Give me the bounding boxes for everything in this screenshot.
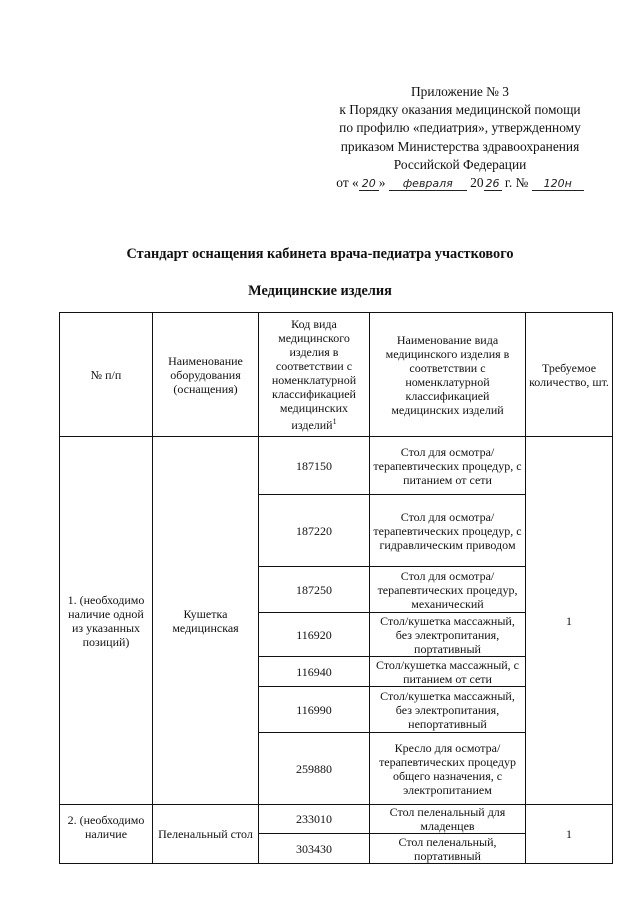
item-type: Стол пеленальный для младенцев — [370, 805, 526, 834]
appendix-line: Российской Федерации — [393, 156, 527, 172]
header-qty: Требуемое количество, шт. — [526, 313, 613, 437]
header-num: № п/п — [60, 313, 153, 437]
item-code: 233010 — [259, 805, 370, 834]
item-type: Стол/кушетка массажный, с питанием от сети — [370, 657, 526, 687]
footnote-mark: 1 — [332, 417, 337, 426]
appendix-block — [300, 83, 620, 192]
group-num: 1. (необходимо наличие одной из указанных позиций) — [60, 437, 153, 805]
date-prefix: от « — [336, 175, 359, 191]
item-type: Стол для осмотра/терапевтических процедур, с гидравлическим приводом — [370, 495, 526, 567]
table-header-row — [60, 313, 613, 437]
equipment-table — [59, 312, 613, 864]
item-code: 187250 — [259, 567, 370, 613]
item-code: 187150 — [259, 437, 370, 495]
item-code: 259880 — [259, 733, 370, 805]
handwritten-day: 20 — [359, 178, 379, 191]
header-type: Наименование вида медицинского изделия в соответствии с номенклатурной классификацией медицинских изделий — [370, 313, 526, 437]
header-code — [259, 313, 370, 437]
date-suffix: г. № — [501, 175, 532, 191]
handwritten-month: февраля — [389, 178, 467, 191]
item-type: Стол/кушетка массажный, без электропитания, портативный — [370, 613, 526, 657]
item-type: Стол для осмотра/терапевтических процедур, с питанием от сети — [370, 437, 526, 495]
handwritten-year: 26 — [485, 177, 500, 191]
appendix-line: приказом Министерства здравоохранения — [340, 138, 580, 154]
appendix-title: Приложение № 3 — [410, 84, 510, 99]
group-name: Пеленальный стол — [153, 805, 259, 864]
item-type: Кресло для осмотра/терапевтических процедур общего назначения, с электропитанием — [370, 733, 526, 805]
header-code-text: Код вида медицинского изделия в соответствии с номенклатурной классификацией медицинских изделий — [271, 317, 357, 432]
appendix-line: к Порядку оказания медицинской помощи — [339, 102, 581, 118]
order-date-line — [300, 174, 620, 192]
item-code: 303430 — [259, 834, 370, 864]
date-mid: » — [378, 175, 386, 191]
table-row — [60, 805, 613, 834]
item-type: Стол для осмотра/терапевтических процедур, механический — [370, 567, 526, 613]
document-title: Стандарт оснащения кабинета врача-педиатра участкового — [126, 246, 514, 262]
group-num: 2. (необходимо наличие — [60, 805, 153, 864]
item-type: Стол/кушетка массажный, без электропитания, непортативный — [370, 687, 526, 733]
year-prefix: 20 — [470, 175, 484, 191]
item-type: Стол пеленальный, портативный — [370, 834, 526, 864]
group-name: Кушетка медицинская — [153, 437, 259, 805]
header-name: Наименование оборудования (оснащения) — [153, 313, 259, 437]
item-code: 116920 — [259, 613, 370, 657]
group-qty: 1 — [526, 805, 613, 864]
item-code: 116940 — [259, 657, 370, 687]
appendix-line: по профилю «педиатрия», утвержденному — [339, 120, 581, 136]
document-subtitle: Медицинские изделия — [248, 283, 392, 299]
item-code: 187220 — [259, 495, 370, 567]
handwritten-order-number: 120н — [532, 178, 584, 191]
group-qty: 1 — [526, 437, 613, 805]
item-code: 116990 — [259, 687, 370, 733]
table-row — [60, 437, 613, 495]
